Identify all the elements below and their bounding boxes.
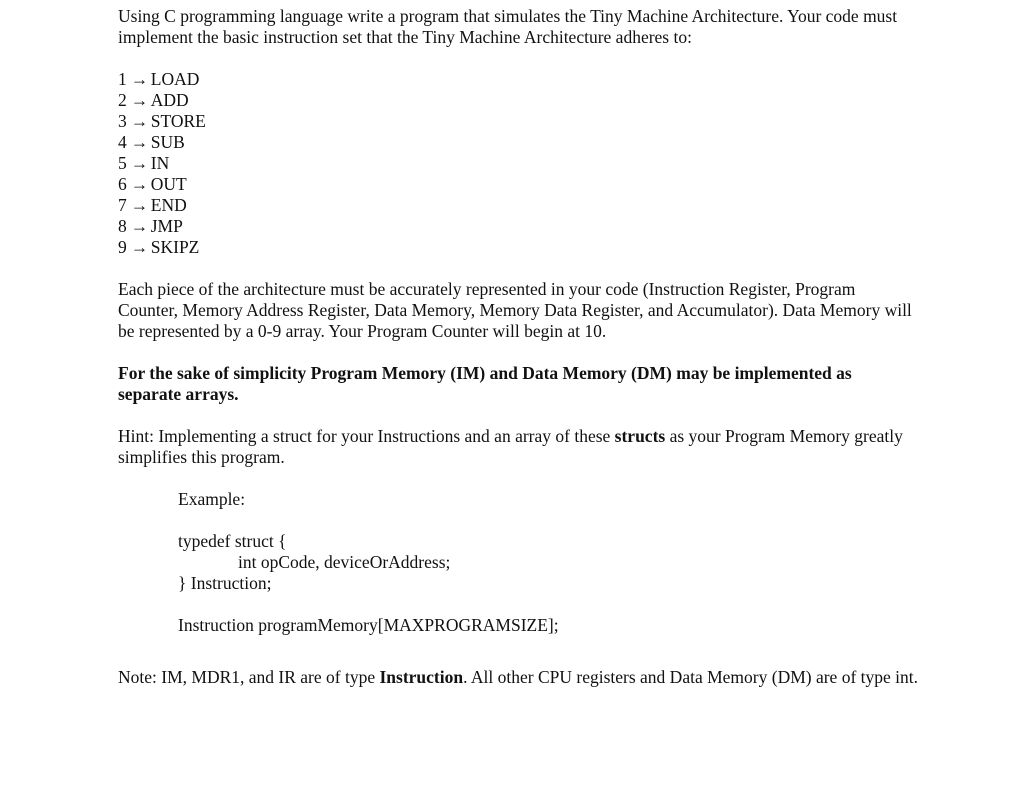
instruction-number: 8	[118, 216, 127, 236]
arrow-icon: →	[130, 90, 149, 110]
list-item	[118, 132, 918, 153]
code-line: typedef struct {	[178, 531, 287, 551]
code-line: Instruction programMemory[MAXPROGRAMSIZE];	[178, 615, 559, 635]
instruction-name: END	[150, 195, 187, 215]
list-item	[118, 216, 918, 237]
arrow-icon: →	[130, 195, 149, 215]
instruction-name: JMP	[150, 216, 183, 236]
instruction-number: 2	[118, 90, 127, 110]
code-line: int opCode, deviceOrAddress;	[238, 552, 451, 572]
arrow-icon: →	[130, 153, 149, 173]
arrow-icon: →	[130, 174, 149, 194]
arrow-icon: →	[130, 111, 149, 131]
hint-paragraph	[118, 426, 918, 468]
instruction-number: 9	[118, 237, 127, 257]
instruction-name: SKIPZ	[150, 237, 200, 257]
arrow-icon: →	[130, 69, 149, 89]
instruction-name: OUT	[150, 174, 187, 194]
arrow-icon: →	[130, 237, 149, 257]
hint-bold-term: structs	[614, 426, 666, 446]
example-label: Example:	[178, 489, 246, 509]
instruction-name: ADD	[150, 90, 189, 110]
note-text: Note: IM, MDR1, and IR are of type	[118, 667, 380, 687]
hint-text-end: as your Program Memory greatly simplifies this program.	[118, 426, 903, 467]
list-item	[118, 90, 918, 111]
instruction-number: 1	[118, 69, 127, 89]
instruction-name: IN	[150, 153, 170, 173]
list-item	[118, 237, 918, 258]
arrow-icon: →	[130, 132, 149, 152]
list-item	[118, 195, 918, 216]
list-item	[118, 69, 918, 90]
instruction-name: SUB	[150, 132, 185, 152]
instruction-name: LOAD	[150, 69, 200, 89]
instruction-number: 7	[118, 195, 127, 215]
instruction-number: 5	[118, 153, 127, 173]
list-item	[118, 111, 918, 132]
instruction-number: 6	[118, 174, 127, 194]
code-line: } Instruction;	[178, 573, 272, 593]
arrow-icon: →	[130, 216, 149, 236]
bold-note-paragraph: For the sake of simplicity Program Memory (IM) and Data Memory (DM) may be implemented as separate arrays.	[118, 363, 852, 404]
hint-text: Hint: Implementing a struct for your Instructions and an array of these	[118, 426, 615, 446]
list-item	[118, 153, 918, 174]
list-item	[118, 174, 918, 195]
instruction-name: STORE	[150, 111, 206, 131]
note-bold-term: Instruction	[379, 667, 464, 687]
note-text-end: . All other CPU registers and Data Memory (DM) are of type int.	[463, 667, 919, 687]
instruction-set-list	[118, 69, 918, 258]
note-paragraph	[118, 667, 918, 688]
instruction-number: 4	[118, 132, 127, 152]
intro-paragraph: Using C programming language write a program that simulates the Tiny Machine Architecture. Your code must implement the basic instruction set that the Tiny Machine Architecture adheres to:	[118, 6, 898, 47]
document-body	[118, 6, 918, 688]
architecture-paragraph: Each piece of the architecture must be accurately represented in your code (Instruction Register, Program Counter, Memory Address Register, Data Memory, Memory Data Register, and Accumulator). Data Memory will be represented by a 0-9 array. Your Program Counter will begin at 10.	[118, 279, 912, 341]
instruction-number: 3	[118, 111, 127, 131]
